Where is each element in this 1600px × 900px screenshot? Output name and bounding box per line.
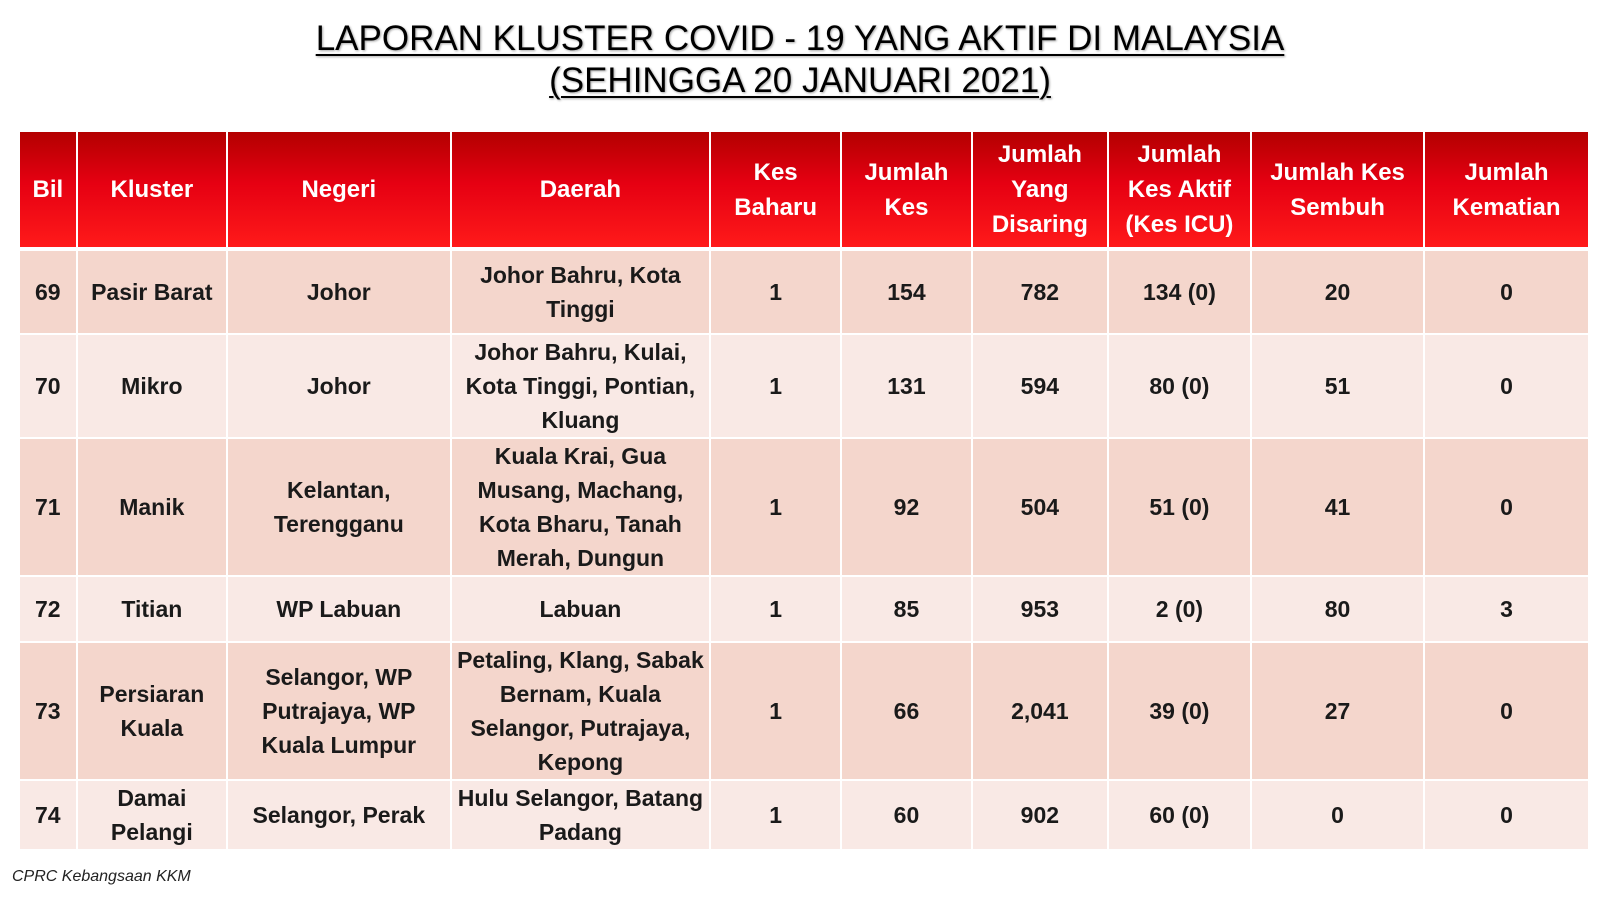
cell-negeri: Kelantan, Terengganu xyxy=(228,439,450,575)
cell-jumlah-kes: 85 xyxy=(842,577,971,641)
cell-aktif: 51 (0) xyxy=(1109,439,1250,575)
cell-kematian: 0 xyxy=(1425,251,1588,333)
header-daerah: Daerah xyxy=(452,132,710,249)
cell-jumlah-kes: 154 xyxy=(842,251,971,333)
table-row xyxy=(20,251,1588,333)
cell-kes-baharu: 1 xyxy=(711,335,840,437)
table-row xyxy=(20,781,1588,849)
cell-bil: 69 xyxy=(20,251,76,333)
cell-kes-baharu: 1 xyxy=(711,251,840,333)
cell-kematian: 0 xyxy=(1425,781,1588,849)
cell-jumlah-kes: 60 xyxy=(842,781,971,849)
cell-bil: 73 xyxy=(20,643,76,779)
cell-aktif: 60 (0) xyxy=(1109,781,1250,849)
table-row xyxy=(20,577,1588,641)
cell-disaring: 594 xyxy=(973,335,1107,437)
cell-disaring: 902 xyxy=(973,781,1107,849)
table-row xyxy=(20,439,1588,575)
title-line-1: LAPORAN KLUSTER COVID - 19 YANG AKTIF DI MALAYSIA xyxy=(315,19,1285,58)
cell-daerah: Petaling, Klang, Sabak Bernam, Kuala Selangor, Putrajaya, Kepong xyxy=(452,643,710,779)
cell-bil: 71 xyxy=(20,439,76,575)
cell-negeri: WP Labuan xyxy=(228,577,450,641)
cell-kluster: Persiaran Kuala xyxy=(78,643,226,779)
title-line-2: (SEHINGGA 20 JANUARI 2021) xyxy=(549,61,1051,100)
header-bil: Bil xyxy=(20,132,76,249)
header-jumlah-sembuh: Jumlah Kes Sembuh xyxy=(1252,132,1423,249)
table-row xyxy=(20,335,1588,437)
cell-sembuh: 80 xyxy=(1252,577,1423,641)
header-jumlah-aktif: Jumlah Kes Aktif (Kes ICU) xyxy=(1109,132,1250,249)
header-kes-baharu: Kes Baharu xyxy=(711,132,840,249)
cell-sembuh: 41 xyxy=(1252,439,1423,575)
header-jumlah-kes: Jumlah Kes xyxy=(842,132,971,249)
cell-jumlah-kes: 66 xyxy=(842,643,971,779)
cell-aktif: 39 (0) xyxy=(1109,643,1250,779)
cell-daerah: Johor Bahru, Kulai, Kota Tinggi, Pontian, Kluang xyxy=(452,335,710,437)
cell-kluster: Mikro xyxy=(78,335,226,437)
source-note: CPRC Kebangsaan KKM xyxy=(12,868,191,885)
page-title xyxy=(0,18,1600,102)
cell-kematian: 0 xyxy=(1425,439,1588,575)
cell-kluster: Pasir Barat xyxy=(78,251,226,333)
cell-sembuh: 51 xyxy=(1252,335,1423,437)
cell-kluster: Damai Pelangi xyxy=(78,781,226,849)
cell-negeri: Johor xyxy=(228,335,450,437)
cell-kematian: 0 xyxy=(1425,643,1588,779)
cell-sembuh: 27 xyxy=(1252,643,1423,779)
header-negeri: Negeri xyxy=(228,132,450,249)
cell-kematian: 0 xyxy=(1425,335,1588,437)
cell-kematian: 3 xyxy=(1425,577,1588,641)
cell-aktif: 134 (0) xyxy=(1109,251,1250,333)
cell-sembuh: 20 xyxy=(1252,251,1423,333)
cell-negeri: Selangor, Perak xyxy=(228,781,450,849)
header-jumlah-disaring: Jumlah Yang Disaring xyxy=(973,132,1107,249)
cell-disaring: 2,041 xyxy=(973,643,1107,779)
cell-aktif: 80 (0) xyxy=(1109,335,1250,437)
cell-kes-baharu: 1 xyxy=(711,577,840,641)
cell-kluster: Manik xyxy=(78,439,226,575)
cell-daerah: Hulu Selangor, Batang Padang xyxy=(452,781,710,849)
cell-disaring: 782 xyxy=(973,251,1107,333)
table-header-row xyxy=(20,132,1588,249)
cell-kes-baharu: 1 xyxy=(711,643,840,779)
cell-disaring: 953 xyxy=(973,577,1107,641)
cell-jumlah-kes: 131 xyxy=(842,335,971,437)
cell-kes-baharu: 1 xyxy=(711,781,840,849)
cell-negeri: Johor xyxy=(228,251,450,333)
cell-bil: 70 xyxy=(20,335,76,437)
cell-sembuh: 0 xyxy=(1252,781,1423,849)
cell-daerah: Labuan xyxy=(452,577,710,641)
cluster-table xyxy=(18,130,1590,851)
cell-jumlah-kes: 92 xyxy=(842,439,971,575)
cell-kluster: Titian xyxy=(78,577,226,641)
cell-disaring: 504 xyxy=(973,439,1107,575)
cell-bil: 74 xyxy=(20,781,76,849)
cell-daerah: Johor Bahru, Kota Tinggi xyxy=(452,251,710,333)
cell-bil: 72 xyxy=(20,577,76,641)
header-jumlah-kematian: Jumlah Kematian xyxy=(1425,132,1588,249)
table-row xyxy=(20,643,1588,779)
header-kluster: Kluster xyxy=(78,132,226,249)
cell-aktif: 2 (0) xyxy=(1109,577,1250,641)
cell-daerah: Kuala Krai, Gua Musang, Machang, Kota Bharu, Tanah Merah, Dungun xyxy=(452,439,710,575)
cell-negeri: Selangor, WP Putrajaya, WP Kuala Lumpur xyxy=(228,643,450,779)
cell-kes-baharu: 1 xyxy=(711,439,840,575)
